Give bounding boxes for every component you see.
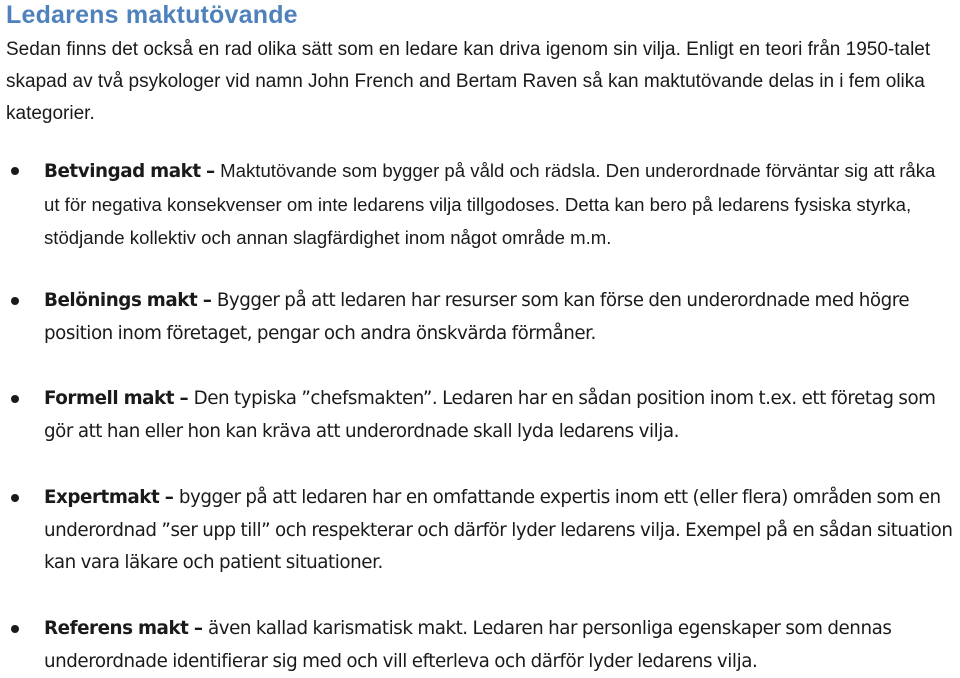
intro-paragraph: Sedan finns det också en rad olika sätt som en ledare kan driva igenom sin vilja. Enligt en teori från 1950-talet skapad av två psykologer vid namn John French and Bertam Raven så kan maktutövande delas in i fem olika kategorier. bbox=[6, 39, 931, 124]
term-dash: – bbox=[197, 290, 217, 311]
list-item-formal-power bbox=[44, 383, 954, 448]
term-label: Betvingad makt bbox=[44, 161, 201, 182]
term-label: Expertmakt bbox=[44, 487, 160, 508]
term-description: bygger på att ledaren har en omfattande expertis inom ett (eller flera) områden som en underordnad ”ser upp till” och respekterar och därför lyder ledarens vilja. Exempel på en sådan situation kan vara läkare och patient situationer. bbox=[44, 487, 953, 573]
term-label: Formell makt bbox=[44, 388, 175, 409]
list-item-reward-power bbox=[44, 285, 954, 350]
list-item-expert-power bbox=[44, 482, 954, 580]
bullet-icon bbox=[11, 395, 19, 403]
document-page bbox=[6, 0, 956, 130]
term-dash: – bbox=[174, 388, 194, 409]
list-item-referent-power bbox=[44, 613, 954, 678]
term-dash: – bbox=[159, 487, 179, 508]
bullet-icon bbox=[11, 297, 19, 305]
term-description: även kallad karismatisk makt. Ledaren har personliga egenskaper som dennas underordnade identifierar sig med och vill efterleva och därför lyder ledarens vilja. bbox=[44, 618, 892, 672]
term-dash: – bbox=[200, 161, 221, 182]
term-label: Referens makt bbox=[44, 618, 189, 639]
bullet-icon bbox=[11, 625, 19, 633]
bullet-icon bbox=[11, 167, 19, 175]
term-label: Belönings makt bbox=[44, 290, 198, 311]
list-item-coercive-power bbox=[44, 155, 954, 256]
term-dash: – bbox=[188, 618, 208, 639]
section-heading: Ledarens maktutövande bbox=[6, 1, 298, 29]
bullet-icon bbox=[11, 494, 19, 502]
term-description: Den typiska ”chefsmakten”. Ledaren har en sådan position inom t.ex. ett företag som gör att han eller hon kan kräva att underordnade skall lyda ledarens vilja. bbox=[44, 388, 936, 442]
term-description: Maktutövande som bygger på våld och rädsla. Den underordnade förväntar sig att råka ut för negativa konsekvenser om inte ledarens vilja tillgodoses. Detta kan bero på ledarens fysiska styrka, stödjande kollektiv och annan slagfärdighet inom något område m.m. bbox=[44, 160, 936, 248]
term-description: Bygger på att ledaren har resurser som kan förse den underordnade med högre position inom företaget, pengar och andra önskvärda förmåner. bbox=[44, 290, 910, 344]
